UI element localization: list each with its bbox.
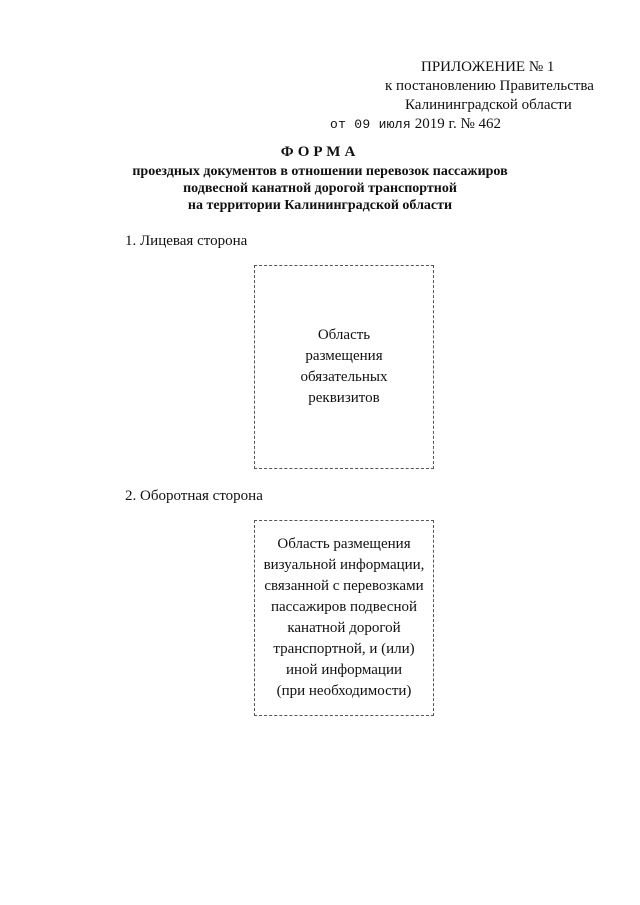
section-back-label: 2. Оборотная сторона	[125, 488, 263, 504]
appendix-number: 2019 г. № 462	[411, 116, 502, 132]
title-forma: ФОРМА	[280, 144, 360, 160]
section-front-label: 1. Лицевая сторона	[125, 233, 248, 249]
title-line-2: подвесной канатной дорогой транспортной	[183, 181, 457, 196]
appendix-header	[330, 58, 610, 134]
appendix-region: Калининградской области	[405, 97, 572, 113]
appendix-date: от 09 июля	[330, 117, 412, 132]
document-title	[120, 144, 520, 214]
back-side-box	[254, 520, 434, 716]
front-side-box	[254, 265, 434, 469]
appendix-date-number	[330, 115, 610, 134]
back-side-box-text: Область размещения визуальной информации, связанной с перевозками пассажиров подвесной канатной дорогой транспортной, и (или) иной информации (при необходимости)	[263, 536, 425, 699]
title-line-1: проездных документов в отношении перевозок пассажиров	[132, 164, 508, 179]
front-side-box-text: Область размещения обязательных реквизитов	[300, 327, 388, 406]
title-line-3: на территории Калининградской области	[187, 198, 453, 213]
appendix-title: ПРИЛОЖЕНИЕ № 1	[421, 59, 555, 75]
appendix-reference: к постановлению Правительства	[385, 78, 594, 94]
